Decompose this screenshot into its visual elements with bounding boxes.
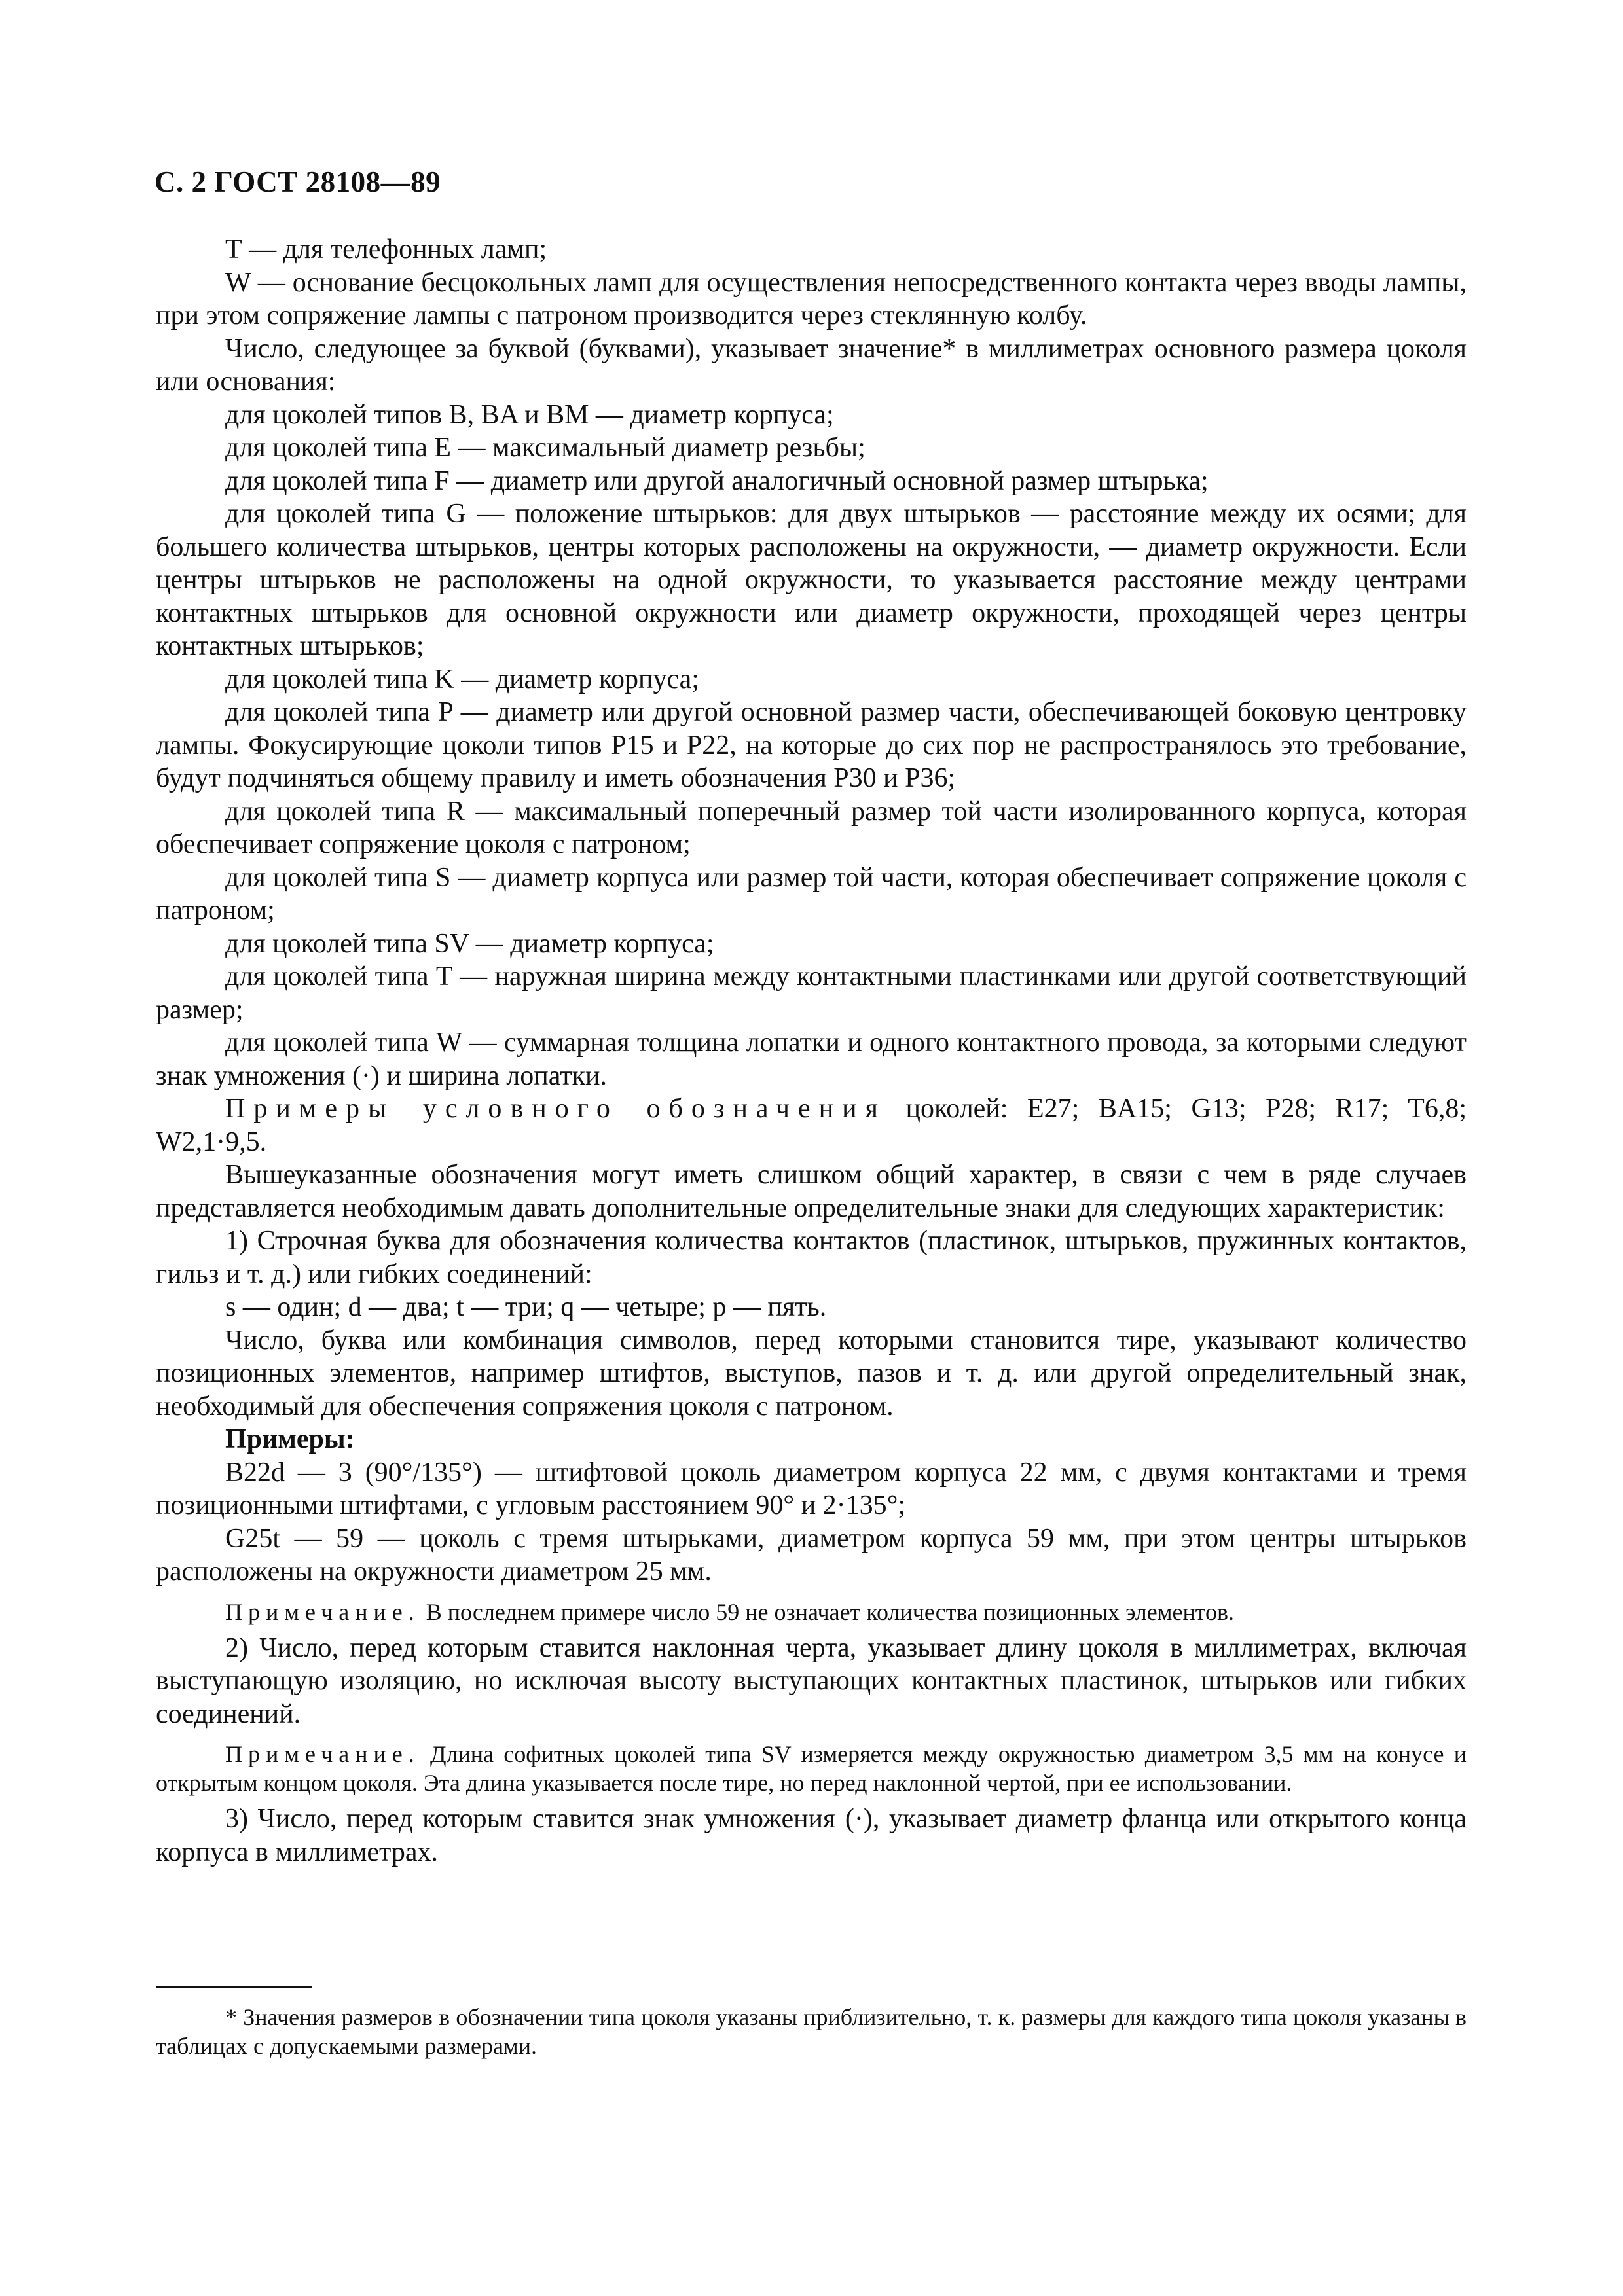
note-label: Примечание. [225,1741,420,1767]
designation-examples [156,1092,1467,1158]
paragraph: для цоколей типа E — максимальный диаметр резьбы; [225,433,866,463]
paragraph: для цоколей типа P — диаметр или другой основной размер части, обеспечивающей боковую центровку лампы. Фокусирующие цоколи типов P15 и P22, на которые до сих пор не распространялось это требование, будут подчиняться общему правилу и иметь обозначения P30 и P36; [156,697,1467,793]
paragraph: для цоколей типа SV — диаметр корпуса; [225,928,714,959]
paragraph: Число, буква или комбинация символов, перед которыми становится тире, указывают количество позиционных элементов, например штифтов, выступов, пазов и т. д. или другой определительный знак, необходимый для обеспечения сопряжения цоколя с патроном. [156,1325,1467,1422]
paragraph: для цоколей типа F — диаметр или другой аналогичный основной размер штырька; [225,465,1209,496]
note-1 [156,1598,1467,1626]
example-b22d: B22d — 3 (90°/135°) — штифтовой цоколь диаметром корпуса 22 мм, с двумя контактами и тремя позиционными штифтами, с угловым расстоянием 90° и 2·135°; [156,1457,1467,1520]
page-header: С. 2 ГОСТ 28108—89 [155,166,441,198]
paragraph: для цоколей типа T — наружная ширина между контактными пластинками или другой соответствующий размер; [156,961,1467,1025]
list-item-2: 2) Число, перед которым ставится наклонная черта, указывает длину цоколя в миллиметрах, включая выступающую изоляцию, но исключая высоту выступающих контактных пластинок, штырьков или гибких соединений. [156,1632,1467,1729]
paragraph: Вышеуказанные обозначения могут иметь слишком общий характер, в связи с чем в ряде случаев представляется необходимым давать дополнительные определительные знаки для следующих характеристик: [156,1160,1467,1223]
note-label: Примечание. [225,1598,420,1625]
example-g25t: G25t — 59 — цоколь с тремя штырьками, диаметром корпуса 59 мм, при этом центры штырьков расположены на окружности диаметром 25 мм. [156,1523,1467,1587]
spaced-label: Примеры условного обозначения [225,1094,886,1124]
note-2 [156,1740,1467,1797]
paragraph: для цоколей типов B, BA и BM — диаметр корпуса; [225,399,834,430]
paragraph: для цоколей типа S — диаметр корпуса или размер той части, которая обеспечивает сопряжение цоколя с патроном; [156,862,1467,925]
paragraph: Т — для телефонных ламп; [225,234,547,264]
paragraph: для цоколей типа R — максимальный поперечный размер той части изолированного корпуса, которая обеспечивает сопряжение цоколя с патроном; [156,796,1467,859]
paragraph: Число, следующее за буквой (буквами), указывает значение* в миллиметрах основного размера цоколя или основания: [156,333,1467,397]
document-body [156,233,1467,1869]
note-text: Длина софитных цоколей типа SV измеряется между окружностью диаметром 3,5 мм на конусе и открытым концом цоколя. Эта длина указывается после тире, но перед наклонной чертой, при ее использовании. [156,1741,1467,1796]
paragraph: для цоколей типа G — положение штырьков: для двух штырьков — расстояние между их осями; для большего количества штырьков, центры которых расположены на окружности, — диаметр окружности. Если центры штырьков не расположены на одной окружности, то указывается расстояние между центрами контактных штырьков для основной окружности или диаметр окружности, проходящей через центры контактных штырьков; [156,499,1467,661]
list-item-1: 1) Строчная буква для обозначения количества контактов (пластинок, штырьков, пружинных контактов, гильз и т. д.) или гибких соединений: [156,1226,1467,1289]
note-text: В последнем примере число 59 не означает количества позиционных элементов. [420,1598,1234,1625]
examples-heading: Примеры: [225,1424,355,1454]
contact-letters: s — один; d — два; t — три; q — четыре; p — пять. [225,1292,827,1322]
paragraph: W — основание бесцокольных ламп для осуществления непосредственного контакта через вводы лампы, при этом сопряжение лампы с патроном производится через стеклянную колбу. [156,267,1467,331]
paragraph: для цоколей типа W — суммарная толщина лопатки и одного контактного провода, за которыми следуют знак умножения (·) и ширина лопатки. [156,1028,1467,1091]
examples-text: цоколей: E27; BA15; G13; P28; R17; T6,8; W2,1·9,5. [156,1094,1467,1157]
list-item-3: 3) Число, перед которым ставится знак умножения (·), указывает диаметр фланца или открытого конца корпуса в миллиметрах. [156,1804,1467,1867]
paragraph: для цоколей типа K — диаметр корпуса; [225,664,699,694]
footnote: * Значения размеров в обозначении типа цоколя указаны приблизительно, т. к. размеры для каждого типа цоколя указаны в таблицах с допускаемыми размерами. [156,2004,1467,2059]
footnote-divider [156,1986,312,1988]
